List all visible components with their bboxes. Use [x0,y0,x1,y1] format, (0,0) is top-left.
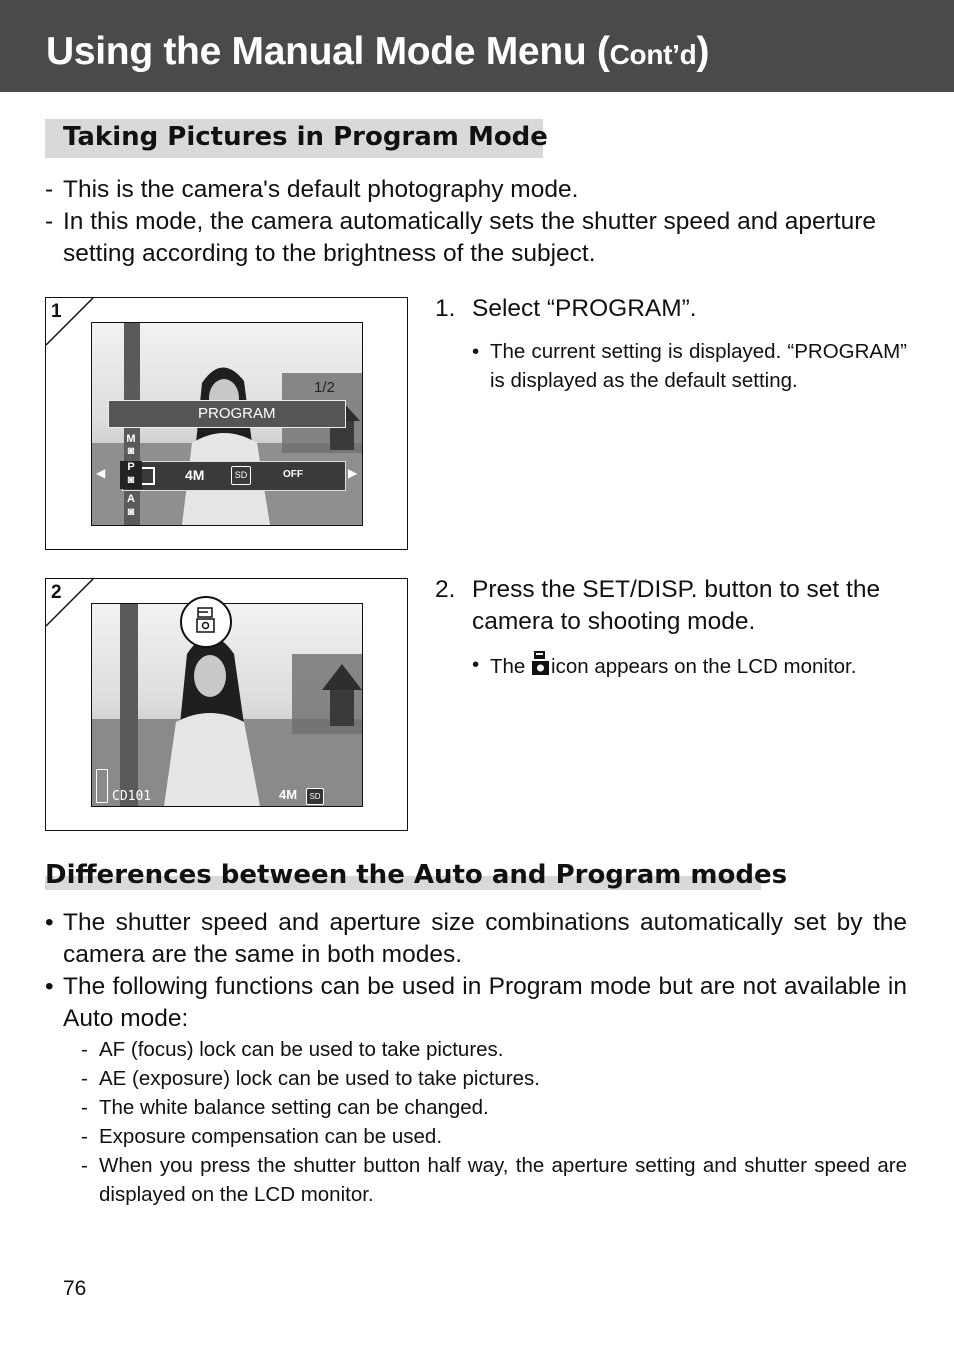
step-note [435,650,907,681]
page-number: 76 [63,1277,87,1300]
note-text-after: icon appears on the LCD monitor. [551,655,857,678]
function-item [81,1151,907,1209]
battery-icon [96,769,108,803]
manual-mode-icon: M ◙ [126,433,136,457]
figure-2 [45,578,408,831]
page-indicator: 1/2 [314,379,335,396]
title-close: ) [696,30,710,73]
figure-number: 2 [51,582,62,603]
function-text: The white balance setting can be changed. [99,1096,489,1119]
manual-mode-letter: M [126,433,136,445]
function-text: Exposure compensation can be used. [99,1125,443,1148]
title-main: Using the Manual Mode Menu ( [46,30,610,73]
options-bar [122,461,346,491]
note-text: The current setting is displayed. “PROGRAM” is displayed as the default setting. [490,340,907,392]
figure-number: 1 [51,301,62,322]
dash-marker: - [81,1154,88,1177]
step-number: 2. [435,576,456,603]
function-item [81,1093,907,1122]
step-main [435,293,907,325]
intro-list [45,174,907,270]
intro-item [45,206,907,270]
program-menu-label [108,400,346,428]
step-text: Press the SET/DISP. button to set the camera to shooting mode. [472,576,881,635]
menu-label-text: PROGRAM [198,405,276,422]
intro-text: This is the camera's default photography mode. [63,176,579,203]
functions-list [81,1035,907,1209]
size-4m-icon: 4M [279,787,298,802]
auto-mode-letter: A [127,493,135,505]
dash-marker: - [81,1125,88,1148]
difference-item [45,907,907,971]
program-mode-icon: P ◙ [120,461,142,489]
size-4m-icon: 4M [185,467,205,483]
program-camera-icon [182,598,230,646]
difference-text: The following functions can be used in Program mode but are not available in Auto mode: [63,973,907,1032]
dash-marker: - [81,1038,88,1061]
function-item [81,1122,907,1151]
program-mode-letter: P [127,461,135,473]
difference-text: The shutter speed and aperture size combinations automatically set by the camera are the same in both modes. [63,909,907,968]
intro-item [45,174,907,206]
page-header [0,0,954,92]
self-timer-off-icon: OFF [283,469,303,480]
bullet-marker: • [45,909,54,936]
folder-counter: CD101 [112,789,152,804]
step-main [435,574,907,638]
function-item [81,1035,907,1064]
step-1 [435,293,907,395]
function-text: When you press the shutter button half way, the aperture setting and shutter speed are displayed on the LCD monitor. [99,1154,907,1206]
bullet-marker: • [472,653,480,676]
dash-marker: - [45,176,54,203]
page-title [46,30,709,74]
auto-mode-icon: A ◙ [127,493,135,518]
dash-marker: - [81,1096,88,1119]
note-text-before: The [490,655,526,678]
step-2 [435,574,907,681]
figure-1 [45,297,408,550]
step-text: Select “PROGRAM”. [472,295,697,322]
program-icon-callout [180,596,232,648]
section-title-program-mode: Taking Pictures in Program Mode [45,119,543,158]
dash-marker: - [81,1067,88,1090]
sd-card-icon: SD [231,466,251,485]
function-text: AE (exposure) lock can be used to take pictures. [99,1067,540,1090]
difference-item [45,971,907,1035]
title-contd: Cont’d [609,39,697,70]
bullet-marker: • [45,973,54,1000]
left-arrow-icon: ◀ [96,466,106,480]
sd-card-icon: SD [306,788,324,805]
dash-marker: - [45,208,54,235]
differences-list [45,907,907,1035]
section-title-text: Differences between the Auto and Program modes [45,860,788,890]
section-title-differences [45,858,787,892]
function-text: AF (focus) lock can be used to take pictures. [99,1038,504,1061]
function-item [81,1064,907,1093]
right-arrow-icon: ▶ [348,466,358,480]
bullet-marker: • [472,340,480,363]
lcd-screen-1 [91,322,363,526]
step-note [435,337,907,395]
program-mode-icon [531,650,551,676]
step-number: 1. [435,295,456,322]
intro-text: In this mode, the camera automatically sets the shutter speed and aperture setting according to the brightness of the subject. [63,208,877,267]
